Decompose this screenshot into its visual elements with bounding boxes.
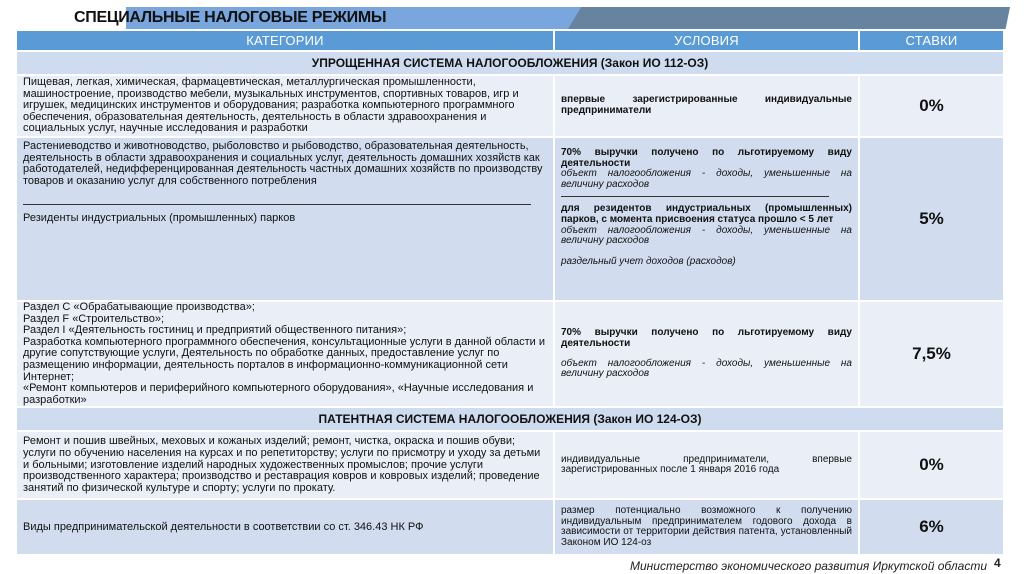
category-line: Раздел F «Строительство»;	[23, 312, 165, 325]
section-title-patent: ПАТЕНТНАЯ СИСТЕМА НАЛОГООБЛОЖЕНИЯ (Закон ИО 124-ОЗ)	[16, 407, 1004, 431]
category-line: Раздел I «Деятельность гостиниц и предприятий общественного питания»;	[23, 324, 407, 337]
condition-italic: объект налогообложения - доходы, уменьшенные на величину расходов	[561, 357, 852, 380]
page-title: СПЕЦИАЛЬНЫЕ НАЛОГОВЫЕ РЕЖИМЫ	[74, 9, 387, 26]
category-text: Растениеводство и животноводство, рыболовство и рыбоводство, образовательная деятельность, деятельность в области здравоохранения и социальных услуг, деятельность домашних хозяйств как работодателей, недифференцированная деятельность частных домашних хозяйств по производству товаров и оказанию услуг для собственного потребления	[23, 140, 543, 187]
table-row	[16, 301, 1004, 407]
table-row	[16, 137, 1004, 301]
rate-cell: 0%	[859, 75, 1004, 137]
condition-cell	[554, 301, 859, 407]
rate-cell: 6%	[859, 499, 1004, 555]
table-row	[16, 499, 1004, 555]
condition-italic: объект налогообложения - доходы, уменьшенные на величину расходов	[561, 168, 852, 190]
condition-italic-2: объект налогообложения - доходы, уменьшенные на величину расходов	[561, 224, 852, 247]
category-text-2: Резиденты индустриальных (промышленных) парков	[23, 212, 296, 225]
category-cell: Пищевая, легкая, химическая, фармацевтическая, металлургическая промышленности, машиностроение, производство мебели, музыкальных инструментов, спортивных товаров, игр и игрушек, медицинских инструментов и оборудования; разработка компьютерного программного обеспечения, образовательная деятельность, деятельность в области здравоохранения и социальных услуг, научные исследования и разработки	[16, 75, 554, 137]
condition-bold: впервые зарегистрированные индивидуальные предприниматели	[561, 94, 852, 116]
rate-cell: 5%	[859, 137, 1004, 301]
rate-cell: 0%	[859, 431, 1004, 499]
separator-line	[561, 196, 829, 197]
tax-regimes-table	[15, 29, 1005, 556]
category-line: Раздел С «Обрабатывающие производства»;	[23, 301, 255, 313]
condition-bold: 70% выручки получено по льготируемому виду деятельности	[561, 147, 852, 169]
header-conditions: УСЛОВИЯ	[554, 30, 859, 51]
category-line: «Ремонт компьютеров и периферийного компьютерного оборудования», «Научные исследования и разработки»	[23, 382, 534, 406]
condition-cell: размер потенциально возможного к получению индивидуальным предпринимателем годового дохода в зависимости от территории действия патента, установленный Законом ИО 124-оз	[554, 499, 859, 555]
condition-bold-2: для резидентов индустриальных (промышленных) парков, с момента присвоения статуса прошло < 5 лет	[561, 203, 852, 225]
title-band-dark	[568, 7, 1010, 29]
section-title-usn: УПРОЩЕННАЯ СИСТЕМА НАЛОГООБЛОЖЕНИЯ (Закон ИО 112-ОЗ)	[16, 51, 1004, 75]
condition-italic-3: раздельный учет доходов (расходов)	[561, 256, 736, 268]
table-row	[16, 431, 1004, 499]
section-row-patent	[16, 407, 1004, 431]
condition-cell: индивидуальные предприниматели, впервые зарегистрированных после 1 января 2016 года	[554, 431, 859, 499]
table-header-row	[16, 30, 1004, 51]
table-row	[16, 75, 1004, 137]
rate-cell: 7,5%	[859, 301, 1004, 407]
category-cell	[16, 137, 554, 301]
separator-line	[23, 204, 531, 205]
category-line: Разработка компьютерного программного обеспечения, консультационные услуги в данной области и другие сопутствующие услуги, Деятельность по обработке данных, предоставление услуг по размещению информации, деятельность порталов в информационно-коммуникационной сети Интернет;	[23, 335, 546, 383]
header-rates: СТАВКИ	[859, 30, 1004, 51]
condition-cell	[554, 75, 859, 137]
category-cell: Виды предпринимательской деятельности в соответствии со ст. 346.43 НК РФ	[16, 499, 554, 555]
footer-ministry: Министерство экономического развития Иркутской области	[630, 559, 988, 573]
page-number: 4	[994, 556, 1001, 570]
category-cell	[16, 301, 554, 407]
condition-bold: 70% выручки получено по льготируемому виду деятельности	[561, 327, 852, 350]
header-categories: КАТЕГОРИИ	[16, 30, 554, 51]
category-cell: Ремонт и пошив швейных, меховых и кожаных изделий; ремонт, чистка, окраска и пошив обуви; услуги по обучению населения на курсах и по репетиторству; услуги по присмотру и уходу за детьми и больными; изготовление изделий народных художественных промыслов; прочие услуги производственного характера; производство и реставрация ковров и ковровых изделий; проведение занятий по физической культуре и спорту; услуги по прокату.	[16, 431, 554, 499]
condition-cell	[554, 137, 859, 301]
section-row-usn	[16, 51, 1004, 75]
